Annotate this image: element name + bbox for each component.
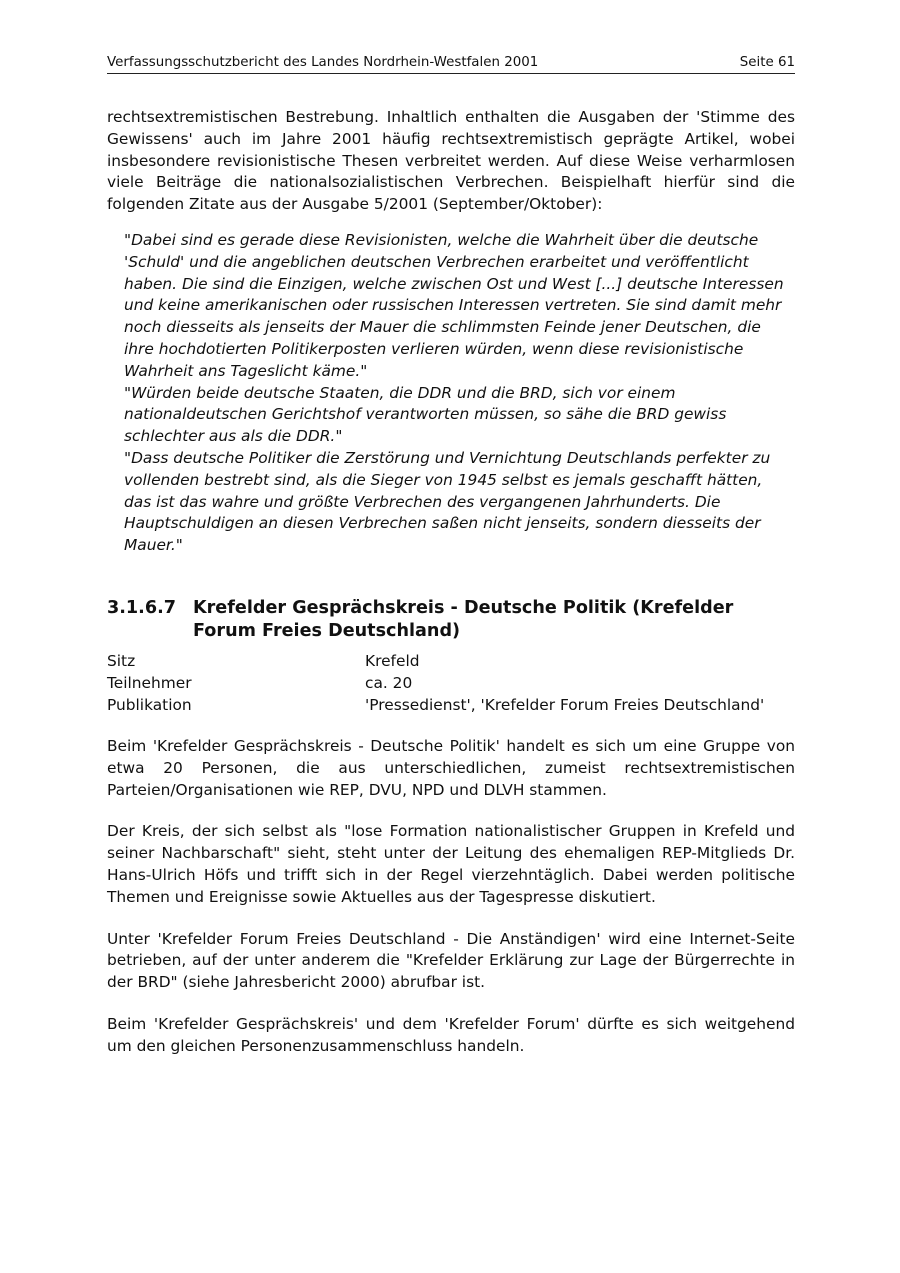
page-content bbox=[107, 107, 795, 1058]
quote-2: "Würden beide deutsche Staaten, die DDR und die BRD, sich vor einem nationaldeutschen Gerichtshof verantworten müssen, so sähe die BRD gewiss schlechter aus als die DDR." bbox=[124, 383, 727, 446]
section-heading bbox=[107, 597, 795, 643]
body-paragraph-3: Unter 'Krefelder Forum Freies Deutschland - Die Anständigen' wird eine Internet-Seite betrieben, auf der unter anderem die "Krefelder Erklärung zur Lage der Bürgerrechte in der BRD" (siehe Jahresbericht 2000) abrufbar ist. bbox=[107, 929, 795, 992]
info-row-sitz bbox=[107, 650, 764, 672]
quote-1: "Dabei sind es gerade diese Revisionisten, welche die Wahrheit über die deutsche 'Schuld' und die angeblichen deutschen Verbrechen erarbeitet und veröffentlicht haben. Die sind die Einzigen, welche zwischen Ost und West [...] deutsche Interessen und keine amerikanischen oder russischen Interessen vertreten. Sie sind damit mehr noch diesseits als jenseits der Mauer die schlimmsten Feinde jener Deutschen, die ihre hochdotierten Politikerposten verlieren würden, wenn diese revisionistische Wahrheit ans Tageslicht käme." bbox=[124, 230, 784, 380]
body-paragraph-2: Der Kreis, der sich selbst als "lose Formation nationalistischer Gruppen in Krefeld und seiner Nachbarschaft" sieht, steht unter der Leitung des ehemaligen REP-Mitglieds Dr. Hans-Ulrich Höfs und trifft sich in der Regel vierzehntäglich. Dabei werden politische Themen und Ereignisse sowie Aktuelles aus der Tagespresse diskutiert. bbox=[107, 822, 795, 906]
intro-paragraph: rechtsextremistischen Bestrebung. Inhaltlich enthalten die Ausgaben der 'Stimme des Gewissens' auch im Jahre 2001 häufig rechtsextremistisch geprägte Artikel, wobei insbesondere revisionistische Thesen verbreitet werden. Auf diese Weise verharmlosen viele Beiträge die nationalsozialistischen Verbrechen. Beispielhaft hierfür sind die folgenden Zitate aus der Ausgabe 5/2001 (September/Oktober): bbox=[107, 108, 795, 214]
quote-block bbox=[124, 230, 785, 557]
info-row-publikation bbox=[107, 694, 764, 716]
quote-3: "Dass deutsche Politiker die Zerstörung und Vernichtung Deutschlands perfekter zu vollenden bestrebt sind, als die Sieger von 1945 selbst es jemals geschafft hätten, das ist das wahre und größte Verbrechen des vergangenen Jahrhunderts. Die Hauptschuldigen an diesen Verbrechen saßen nicht jenseits, sondern diesseits der Mauer." bbox=[124, 448, 771, 555]
info-label: Teilnehmer bbox=[107, 673, 192, 692]
body-paragraph-1: Beim 'Krefelder Gesprächskreis - Deutsche Politik' handelt es sich um eine Gruppe von etwa 20 Personen, die aus unterschiedlichen, zumeist rechtsextremistischen Parteien/Organisationen wie REP, DVU, NPD und DLVH stammen. bbox=[107, 736, 795, 799]
info-value: Krefeld bbox=[365, 651, 420, 670]
info-label: Publikation bbox=[107, 695, 192, 714]
info-value: 'Pressedienst', 'Krefelder Forum Freies Deutschland' bbox=[365, 695, 765, 714]
body-paragraph-4: Beim 'Krefelder Gesprächskreis' und dem 'Krefelder Forum' dürfte es sich weitgehend um den gleichen Personenzusammenschluss handeln. bbox=[107, 1014, 795, 1055]
info-label: Sitz bbox=[107, 651, 136, 670]
section-title: Krefelder Gesprächskreis - Deutsche Politik (Krefelder Forum Freies Deutschland) bbox=[193, 597, 734, 641]
page-number: Seite 61 bbox=[739, 55, 795, 70]
info-value: ca. 20 bbox=[365, 673, 413, 692]
info-table bbox=[107, 650, 764, 716]
document-title: Verfassungsschutzbericht des Landes Nordrhein-Westfalen 2001 bbox=[107, 55, 539, 70]
section-number: 3.1.6.7 bbox=[107, 597, 177, 618]
info-row-teilnehmer bbox=[107, 672, 764, 694]
page-header bbox=[107, 53, 795, 74]
